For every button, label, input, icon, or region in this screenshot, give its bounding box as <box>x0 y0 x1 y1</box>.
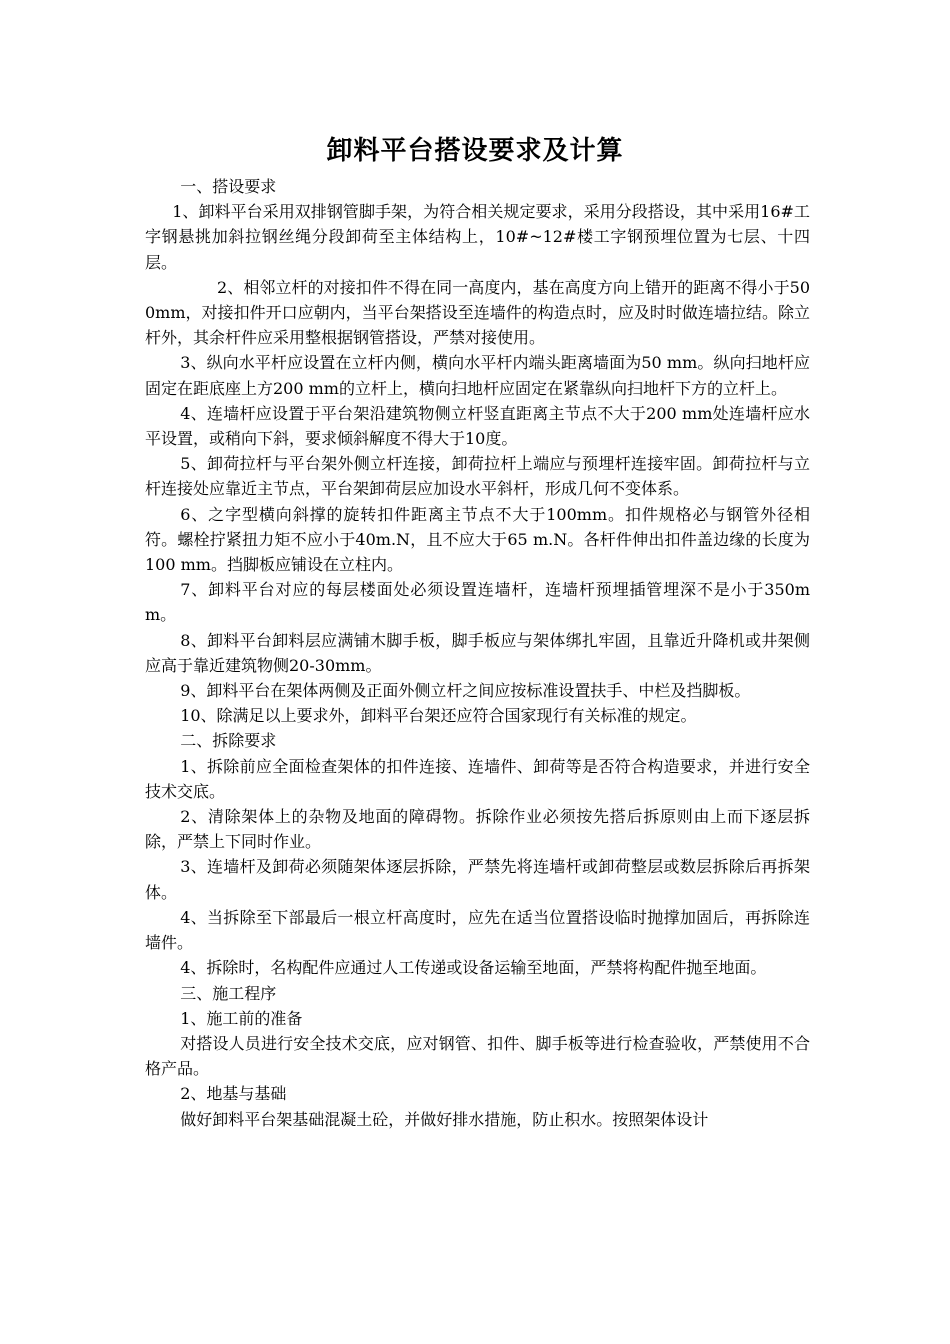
paragraph-setup-10: 10、除满足以上要求外，卸料平台架还应符合国家现行有关标准的规定。 <box>180 706 697 726</box>
paragraph-setup-8: 8、卸料平台卸料层应满铺木脚手板，脚手板应与架体绑扎牢固，且靠近升降机或井架侧应高于靠近建筑物侧20-30mm。 <box>145 630 810 675</box>
paragraph-removal-2: 2、清除架体上的杂物及地面的障碍物。拆除作业必须按先搭后拆原则由上而下逐层拆除，严禁上下同时作业。 <box>145 807 810 852</box>
section-heading-procedure: 三、施工程序 <box>180 983 277 1003</box>
paragraph-setup-7: 7、卸料平台对应的每层楼面处必须设置连墙杆，连墙杆预埋插管埋深不是小于350mm。 <box>145 580 810 625</box>
subheading-preparation: 1、施工前的准备 <box>180 1008 303 1028</box>
paragraph-removal-4b: 4、拆除时，名构配件应通过人工传递或设备运输至地面，严禁将构配件抛至地面。 <box>180 958 767 978</box>
paragraph-removal-1: 1、拆除前应全面检查架体的扣件连接、连墙件、卸荷等是否符合构造要求，并进行安全技术交底。 <box>145 756 810 801</box>
paragraph-preparation: 对搭设人员进行安全技术交底，应对钢管、扣件、脚手板等进行检查验收，严禁使用不合格产品。 <box>145 1033 810 1079</box>
document-body <box>145 174 810 1132</box>
document-title: 卸料平台搭设要求及计算 <box>326 136 624 166</box>
paragraph-removal-4a: 4、当拆除至下部最后一根立杆高度时，应先在适当位置搭设临时抛撑加固后，再拆除连墙件。 <box>145 907 810 953</box>
paragraph-setup-1: 1、卸料平台采用双排钢管脚手架，为符合相关规定要求，采用分段搭设，其中采用16#工字钢悬挑加斜拉钢丝绳分段卸荷至主体结构上，10#~12#楼工字钢预埋位置为七层、十四层。 <box>145 202 810 272</box>
paragraph-setup-4: 4、连墙杆应设置于平台架沿建筑物侧立杆竖直距离主节点不大于200 mm处连墙杆应水平设置，或稍向下斜，要求倾斜解度不得大于10度。 <box>145 403 810 449</box>
paragraph-setup-5: 5、卸荷拉杆与平台架外侧立杆连接，卸荷拉杆上端应与预埋杆连接牢固。卸荷拉杆与立杆连接处应靠近主节点，平台架卸荷层应加设水平斜杆，形成几何不变体系。 <box>145 454 810 499</box>
paragraph-setup-9: 9、卸料平台在架体两侧及正面外侧立杆之间应按标准设置扶手、中栏及挡脚板。 <box>180 681 751 701</box>
paragraph-setup-2: 2、相邻立杆的对接扣件不得在同一高度内，基在高度方向上错开的距离不得小于500mm，对接扣件开口应朝内，当平台架搭设至连墙件的构造点时，应及时时做连墙拉结。除立杆外，其余杆件应采用整根据钢管搭设，严禁对接使用。 <box>145 277 810 348</box>
paragraph-setup-6: 6、之字型横向斜撑的旋转扣件距离主节点不大于100mm。扣件规格必与钢管外径相符。螺栓拧紧扭力矩不应小于40m.N，且不应大于65 m.N。各杆件伸出扣件盖边缘的长度为100 mm。挡脚板应铺设在立柱内。 <box>145 504 810 575</box>
paragraph-removal-3: 3、连墙杆及卸荷必须随架体逐层拆除，严禁先将连墙杆或卸荷整层或数层拆除后再拆架体。 <box>145 857 810 902</box>
paragraph-setup-3: 3、纵向水平杆应设置在立杆内侧，横向水平杆内端头距离墙面为50 mm。纵向扫地杆应固定在距底座上方200 mm的立杆上，横向扫地杆应固定在紧靠纵向扫地杆下方的立杆上。 <box>145 353 810 398</box>
section-heading-removal: 二、拆除要求 <box>180 731 277 751</box>
subheading-foundation: 2、地基与基础 <box>180 1084 287 1104</box>
paragraph-foundation: 做好卸料平台架基础混凝土砼，并做好排水措施，防止积水。按照架体设计 <box>180 1109 709 1129</box>
section-heading-setup: 一、搭设要求 <box>180 177 277 196</box>
